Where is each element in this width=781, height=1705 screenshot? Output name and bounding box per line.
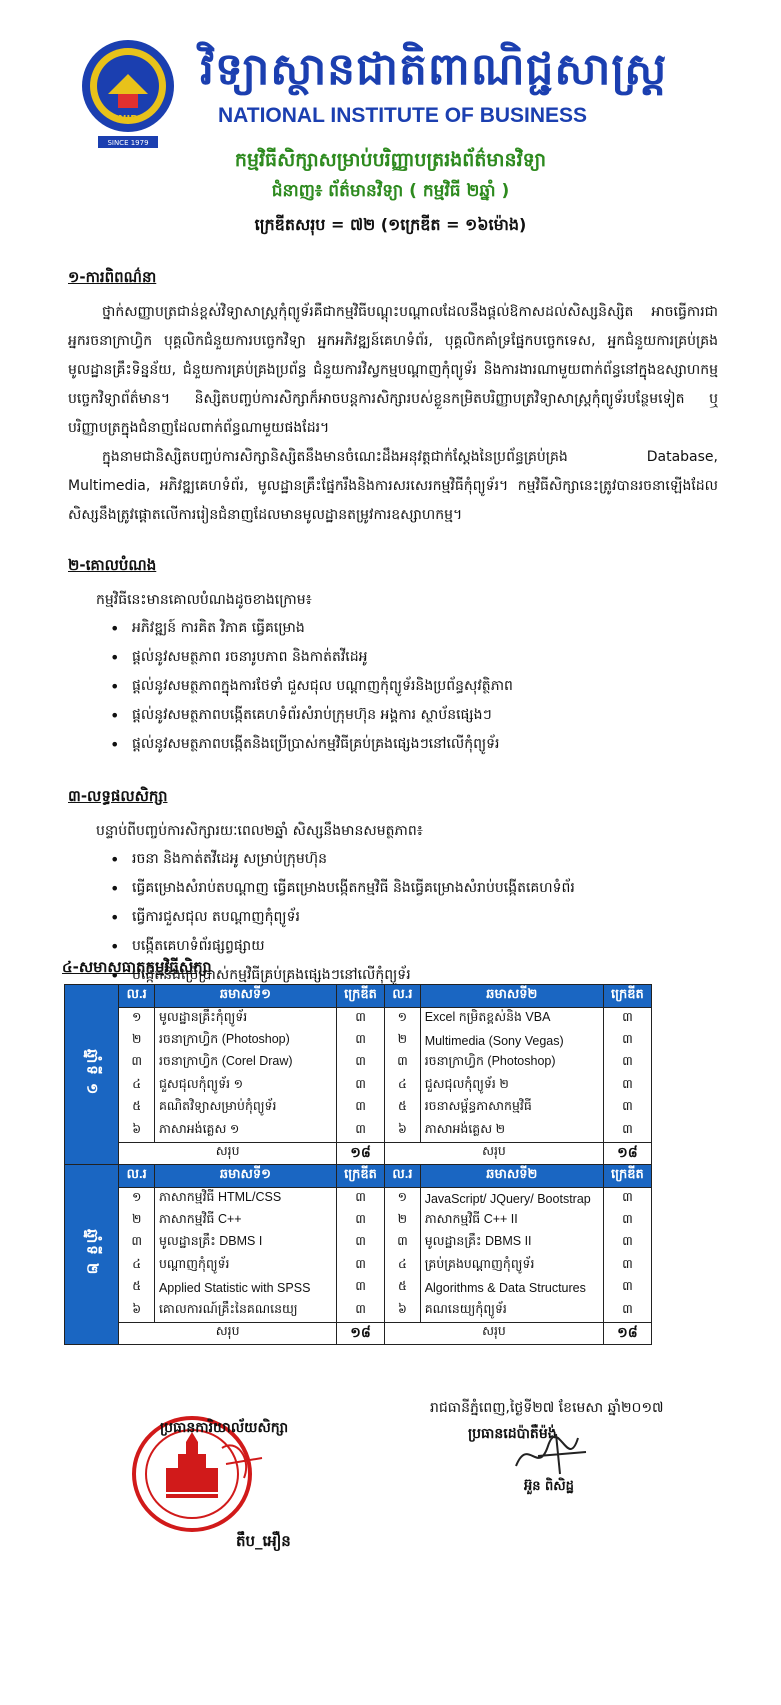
course-credit: ៣ xyxy=(603,1300,651,1323)
column-header-no: ល.រ xyxy=(119,1165,155,1188)
list-item: • ផ្តល់នូវសមត្ថភាពក្នុងការថែទាំ ជួសជុល បណ្តាញកុំព្យូទ័រនិងប្រព័ន្ធសុវត្ថិភាព xyxy=(110,672,718,701)
director-name: អ៊ួន ពិសិដ្ឋ xyxy=(524,1479,574,1494)
list-item: • បង្កើតនិងប្រើប្រាស់កម្មវិធីគ្រប់គ្រងផ្សេងៗនៅលើកុំព្យូទ័រ xyxy=(110,961,718,990)
list-item: • ធ្វើគម្រោងសំរាប់តបណ្តាញ ធ្វើគម្រោងបង្កើតកម្មវិធី និងធ្វើគម្រោងសំរាប់បង្កើតគេហទំព័រ xyxy=(110,874,718,903)
total-label: សរុប xyxy=(385,1322,604,1345)
document-header xyxy=(0,0,781,250)
course-name: ភាសាអង់គ្លេស ១ xyxy=(154,1120,336,1143)
director-signature-icon xyxy=(508,1426,598,1480)
year-label-cell xyxy=(65,1165,119,1345)
course-name: រចនាក្រាហ្វិក (Photoshop) xyxy=(154,1030,336,1053)
logo-since: SINCE 1979 xyxy=(107,139,149,147)
course-name: Algorithms & Data Structures xyxy=(420,1277,603,1300)
table-header-row xyxy=(65,1165,652,1188)
director-title: ប្រធានដេប៉ាតឺម៉ង់ xyxy=(468,1426,557,1442)
left-signatory-name: តឹប_អឿន xyxy=(236,1532,291,1550)
course-number: ៦ xyxy=(385,1300,421,1323)
course-name: គណនេយ្យកុំព្យូទ័រ xyxy=(420,1300,603,1323)
table-row xyxy=(65,1187,652,1210)
list-item: • រចនា និងកាត់តវីដេអូ សម្រាប់ក្រុមហ៊ុន xyxy=(110,845,718,874)
course-number: ៤ xyxy=(119,1255,155,1278)
section-outcomes-heading: ៣-លទ្ធផលសិក្សា xyxy=(68,787,168,805)
course-number: ២ xyxy=(119,1210,155,1233)
course-credit: ៣ xyxy=(337,1277,385,1300)
course-number: ៣ xyxy=(385,1052,421,1075)
course-number: ១ xyxy=(119,1187,155,1210)
course-credit: ៣ xyxy=(603,1097,651,1120)
course-number: ៦ xyxy=(385,1120,421,1143)
course-number: ៥ xyxy=(119,1097,155,1120)
table-row xyxy=(65,1007,652,1030)
course-name: ជួសជុលកុំព្យូទ័រ ១ xyxy=(154,1075,336,1098)
total-credits-semester-1: ១៨ xyxy=(337,1142,385,1165)
course-credit: ៣ xyxy=(603,1210,651,1233)
institute-name-english: NATIONAL INSTITUTE OF BUSINESS xyxy=(218,104,588,127)
course-number: ៤ xyxy=(385,1255,421,1278)
section-objectives-heading: ២-គោលបំណង xyxy=(68,556,157,574)
objectives-lead: កម្មវិធីនេះមានគោលបំណងដូចខាងក្រោម៖ xyxy=(96,592,312,608)
column-header-no: ល.រ xyxy=(385,985,421,1008)
year-label: ឆ្នាំទី ១ xyxy=(83,1049,101,1097)
table-total-row xyxy=(65,1142,652,1165)
column-header-credit: ក្រេឌីត xyxy=(603,985,651,1008)
total-credits-semester-2: ១៨ xyxy=(603,1142,651,1165)
column-header-no: ល.រ xyxy=(385,1165,421,1188)
course-name: បណ្តាញកុំព្យូទ័រ xyxy=(154,1255,336,1278)
table-row xyxy=(65,1120,652,1143)
table-row xyxy=(65,1075,652,1098)
column-header-semester-2: ឆមាសទី២ xyxy=(420,1165,603,1188)
course-credit: ៣ xyxy=(337,1052,385,1075)
course-name: គ្រប់គ្រងបណ្តាញកុំព្យូទ័រ xyxy=(420,1255,603,1278)
table-row xyxy=(65,1097,652,1120)
table-row xyxy=(65,1300,652,1323)
course-name: ជួសជុលកុំព្យូទ័រ ២ xyxy=(420,1075,603,1098)
course-name: Excel កម្រិតខ្ពស់និង VBA xyxy=(420,1007,603,1030)
total-label: សរុប xyxy=(119,1142,337,1165)
course-name: Multimedia (Sony Vegas) xyxy=(420,1030,603,1053)
course-credit: ៣ xyxy=(337,1232,385,1255)
course-number: ៥ xyxy=(385,1097,421,1120)
course-number: ៦ xyxy=(119,1120,155,1143)
section-curriculum-heading: ៤-សមាសធាតុកម្មវិធីសិក្សា xyxy=(62,958,212,976)
total-credits-semester-2: ១៨ xyxy=(603,1322,651,1345)
course-credit: ៣ xyxy=(337,1007,385,1030)
left-signatory-title: ប្រធានការិយាល័យសិក្សា xyxy=(160,1420,289,1436)
column-header-semester-2: ឆមាសទី២ xyxy=(420,985,603,1008)
course-credit: ៣ xyxy=(603,1232,651,1255)
course-name: រចនាសម្ព័ន្ធភាសាកម្មវិធី xyxy=(420,1097,603,1120)
course-credit: ៣ xyxy=(603,1277,651,1300)
program-major: ជំនាញ៖ ព័ត៌មានវិទ្យា ( កម្មវិធី ២ឆ្នាំ ) xyxy=(271,181,510,201)
course-name: JavaScript/ JQuery/ Bootstrap xyxy=(420,1187,603,1210)
table-row xyxy=(65,1277,652,1300)
course-name: គោលការណ៍គ្រឹះនៃគណនេយ្យ xyxy=(154,1300,336,1323)
course-name: Applied Statistic with SPSS xyxy=(154,1277,336,1300)
list-item: • បង្កើតគេហទំព័រផ្សព្វផ្សាយ xyxy=(110,932,718,961)
column-header-semester-1: ឆមាសទី១ xyxy=(154,985,336,1008)
column-header-credit: ក្រេឌីត xyxy=(337,985,385,1008)
objectives-list xyxy=(68,614,718,759)
total-credits-semester-1: ១៨ xyxy=(337,1322,385,1345)
outcomes-lead: បន្ទាប់ពីបញ្ចប់ការសិក្សារយៈពេល២ឆ្នាំ សិស្សនឹងមានសមត្ថភាព៖ xyxy=(96,823,423,839)
logo-text: NIB xyxy=(118,114,138,125)
course-name: រចនាក្រាហ្វិក (Corel Draw) xyxy=(154,1052,336,1075)
course-credit: ៣ xyxy=(337,1187,385,1210)
description-paragraph-2: ក្នុងនាមជានិស្សិតបញ្ចប់ការសិក្សានិស្សិតនឹងមានចំណេះដឹងអនុវត្តជាក់ស្តែងនៃប្រព័ន្ធគ្រប់គ្រង Database, Multimedia, អភិវឌ្ឍគេហទំព័រ, មូលដ្ឋានគ្រឹះផ្នែករឹងនិងការសរសេរកម្មវិធីកុំព្យូទ័រ។ កម្មវិធីសិក្សានេះត្រូវបានរចនាឡើងដែលសិស្សនឹងត្រូវផ្តោតលើការរៀនជំនាញដែលមានមូលដ្ឋានតម្រូវការឧស្សាហកម្ម។ xyxy=(68,449,718,523)
column-header-credit: ក្រេឌីត xyxy=(603,1165,651,1188)
table-row xyxy=(65,1255,652,1278)
course-credit: ៣ xyxy=(337,1097,385,1120)
section-description-heading: ១-ការពិពណ៌នា xyxy=(68,268,157,286)
course-credit: ៣ xyxy=(603,1052,651,1075)
table-total-row xyxy=(65,1322,652,1345)
course-name: ភាសាកម្មវិធី HTML/CSS xyxy=(154,1187,336,1210)
course-name: រចនាក្រាហ្វិក (Photoshop) xyxy=(420,1052,603,1075)
program-title: កម្មវិធីសិក្សាសម្រាប់បរិញ្ញាបត្ររងព័ត៌មានវិទ្យា xyxy=(234,149,547,171)
table-row xyxy=(65,1030,652,1053)
course-credit: ៣ xyxy=(337,1300,385,1323)
course-name: មូលដ្ឋានគ្រឹះកុំព្យូទ័រ xyxy=(154,1007,336,1030)
institute-logo xyxy=(78,36,178,152)
course-credit: ៣ xyxy=(603,1075,651,1098)
year-label: ឆ្នាំទី ២ xyxy=(83,1229,101,1277)
total-label: សរុប xyxy=(385,1142,604,1165)
course-number: ៥ xyxy=(385,1277,421,1300)
list-item: • ផ្តល់នូវសមត្ថភាព រចនារូបភាព និងកាត់តវីដេអូ xyxy=(110,643,718,672)
course-number: ១ xyxy=(385,1187,421,1210)
course-name: ភាសាកម្មវិធី C++ II xyxy=(420,1210,603,1233)
course-credit: ៣ xyxy=(337,1075,385,1098)
column-header-no: ល.រ xyxy=(119,985,155,1008)
course-credit: ៣ xyxy=(603,1007,651,1030)
course-credit: ៣ xyxy=(603,1255,651,1278)
signing-date: រាជធានីភ្នំពេញ,ថ្ងៃទី២៧ ខែមេសា ឆ្នាំ២០១៧ xyxy=(430,1400,664,1416)
course-credit: ៣ xyxy=(603,1030,651,1053)
course-number: ២ xyxy=(385,1030,421,1053)
course-credit: ៣ xyxy=(337,1120,385,1143)
total-credits: ក្រេឌីតសរុប = ៧២ (១ក្រេឌីត = ១៦ម៉ោង) xyxy=(254,215,527,234)
course-number: ៤ xyxy=(385,1075,421,1098)
document-body xyxy=(68,258,718,990)
course-number: ២ xyxy=(119,1030,155,1053)
total-label: សរុប xyxy=(119,1322,337,1345)
course-credit: ៣ xyxy=(337,1210,385,1233)
course-number: ៤ xyxy=(119,1075,155,1098)
course-number: ៣ xyxy=(119,1052,155,1075)
course-name: ភាសាកម្មវិធី C++ xyxy=(154,1210,336,1233)
course-number: ២ xyxy=(385,1210,421,1233)
course-name: មូលដ្ឋានគ្រឹះ DBMS I xyxy=(154,1232,336,1255)
course-credit: ៣ xyxy=(337,1255,385,1278)
course-number: ១ xyxy=(385,1007,421,1030)
column-header-semester-1: ឆមាសទី១ xyxy=(154,1165,336,1188)
course-number: ៣ xyxy=(385,1232,421,1255)
table-row xyxy=(65,1210,652,1233)
description-paragraph-1: ថ្នាក់សញ្ញាបត្រជាន់ខ្ពស់វិទ្យាសាស្ត្រកុំព្យូទ័រគឺជាកម្មវិធីបណ្តុះបណ្តាលដែលនឹងផ្តល់ឱកាសដល់សិស្សនិស្សិត អាចធ្វើការជាអ្នករចនាក្រាហ្វិក បុគ្គលិកជំនួយការបច្ចេកវិទ្យា អ្នកអភិវឌ្ឍន៍គេហទំព័រ, បុគ្គលិកគាំទ្រផ្នែកបច្ចេកទេស, អ្នកជំនួយការគ្រប់គ្រងមូលដ្ឋានគ្រឹះទិន្នន័យ, ជំនួយការគ្រប់គ្រងប្រព័ន្ធ ជំនួយការវិស្វកម្មបណ្តាញកុំព្យូទ័រ និងការងារណាមួយពាក់ព័ន្ធនៅក្នុងឧស្សាហកម្មបច្ចេកវិទ្យាព័ត៌មាន។ និស្សិតបញ្ចប់ការសិក្សាក៏អាចបន្តការសិក្សារបស់ខ្លួនកម្រិតបរិញ្ញាបត្រវិទ្យាសាស្ត្រកុំព្យូទ័របន្ថែមទៀត ឬបរិញ្ញាបត្រក្នុងជំនាញដែលពាក់ព័ន្ធណាមួយផងដែរ។ xyxy=(68,304,718,436)
course-credit: ៣ xyxy=(337,1030,385,1053)
column-header-credit: ក្រេឌីត xyxy=(337,1165,385,1188)
year-label-cell xyxy=(65,985,119,1165)
table-header-row xyxy=(65,985,652,1008)
list-item: • ផ្តល់នូវសមត្ថភាពបង្កើតនិងប្រើប្រាស់កម្មវិធីគ្រប់គ្រងផ្សេងៗនៅលើកុំព្យូទ័រ xyxy=(110,730,718,759)
list-item: • អភិវឌ្ឍន៍ ការគិត វិភាគ ធ្វើគម្រោង xyxy=(110,614,718,643)
course-credit: ៣ xyxy=(603,1187,651,1210)
institute-name-khmer: វិទ្យាស្ថានជាតិពាណិជ្ជសាស្ត្រ xyxy=(200,44,668,95)
table-row xyxy=(65,1052,652,1075)
course-number: ៣ xyxy=(119,1232,155,1255)
list-item: • ផ្តល់នូវសមត្ថភាពបង្កើតគេហទំព័រសំរាប់ក្រុមហ៊ុន អង្គការ ស្ថាប័នផ្សេងៗ xyxy=(110,701,718,730)
list-item: • ធ្វើការជួសជុល តបណ្តាញកុំព្យូទ័រ xyxy=(110,903,718,932)
course-name: ភាសាអង់គ្លេស ២ xyxy=(420,1120,603,1143)
curriculum-table xyxy=(64,984,652,1345)
course-number: ៦ xyxy=(119,1300,155,1323)
course-number: ១ xyxy=(119,1007,155,1030)
course-number: ៥ xyxy=(119,1277,155,1300)
course-name: គណិតវិទ្យាសម្រាប់កុំព្យូទ័រ xyxy=(154,1097,336,1120)
course-name: មូលដ្ឋានគ្រឹះ DBMS II xyxy=(420,1232,603,1255)
table-row xyxy=(65,1232,652,1255)
course-credit: ៣ xyxy=(603,1120,651,1143)
